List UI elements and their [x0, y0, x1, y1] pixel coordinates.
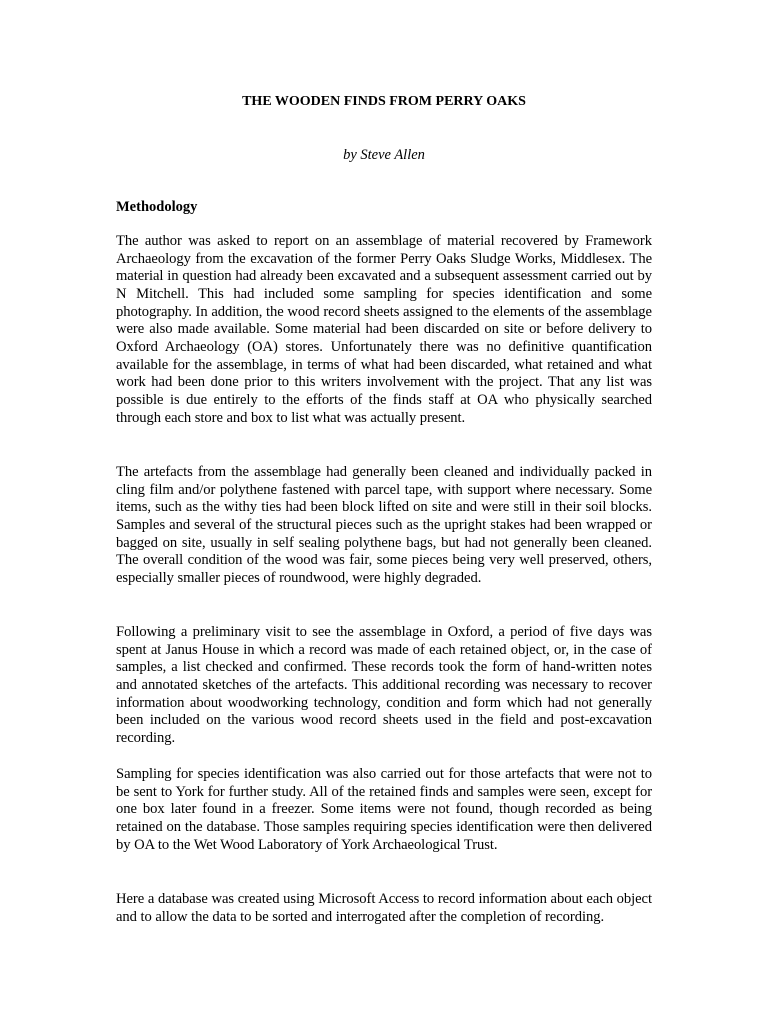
author-byline: by Steve Allen — [343, 147, 425, 163]
paragraph: Here a database was created using Microsoft Access to record information about each object and to allow the data to be sorted and interrogated after the completion of recording. — [116, 891, 652, 925]
section-heading: Methodology — [116, 199, 198, 215]
paragraph: Following a preliminary visit to see the assemblage in Oxford, a period of five days was spent at Janus House in which a record was made of each retained object, or, in the case of samples, a list checked and confirmed. These records took the form of hand-written notes and annotated sketches of the artefacts. This additional recording was necessary to recover information about woodworking technology, condition and form which had not generally been included on the various wood record sheets used in the field and post-excavation recording. — [116, 624, 652, 746]
paragraph: The artefacts from the assemblage had generally been cleaned and individually packed in cling film and/or polythene fastened with parcel tape, with support where necessary. Some items, such as the withy ties had been block lifted on site and were still in their soil blocks. Samples and several of the structural pieces such as the upright stakes had been wrapped or bagged on site, usually in self sealing polythene bags, but had not generally been cleaned. The overall condition of the wood was fair, some pieces being very well preserved, others, especially smaller pieces of roundwood, were highly degraded. — [116, 464, 652, 586]
document-title: THE WOODEN FINDS FROM PERRY OAKS — [242, 94, 526, 109]
paragraph: Sampling for species identification was also carried out for those artefacts that were not to be sent to York for further study. All of the retained finds and samples were seen, except for one box later found in a freezer. Some items were not found, though recorded as being retained on the database. Those samples requiring species identification were then delivered by OA to the Wet Wood Laboratory of York Archaeological Trust. — [116, 766, 652, 853]
paragraph: The author was asked to report on an assemblage of material recovered by Framework Archaeology from the excavation of the former Perry Oaks Sludge Works, Middlesex. The material in question had already been excavated and a subsequent assessment carried out by N Mitchell. This had included some sampling for species identification and some photography. In addition, the wood record sheets assigned to the elements of the assemblage were also made available. Some material had been discarded on site or before delivery to Oxford Archaeology (OA) stores. Unfortunately there was no definitive quantification available for the assemblage, in terms of what had been discarded, what retained and what work had been done prior to this writers involvement with the project. That any list was possible is due entirely to the efforts of the finds staff at OA who physically searched through each store and box to list what was actually present. — [116, 233, 652, 426]
